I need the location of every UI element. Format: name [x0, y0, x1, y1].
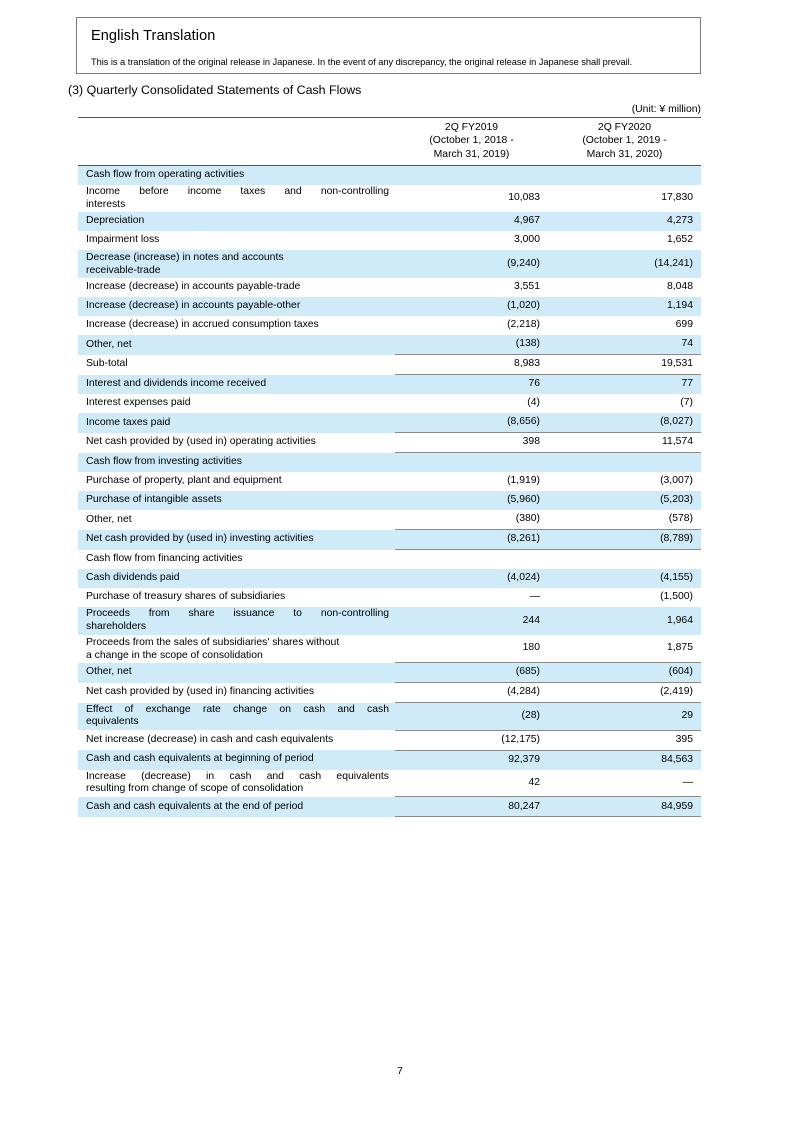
table-row: [78, 530, 701, 550]
row-label: [78, 770, 395, 797]
row-value-fy2020: (5,203): [548, 491, 701, 510]
row-value-fy2020: (8,027): [548, 413, 701, 433]
row-label-line: Proceeds from the sales of subsidiaries' shares without: [86, 636, 340, 648]
table-body: [78, 165, 701, 817]
row-value-fy2019: (8,656): [395, 413, 548, 433]
row-label: [78, 703, 395, 730]
row-label-line: Effect of exchange rate change on cash and cash: [86, 703, 389, 715]
row-label-line: resulting from change of scope of consolidation: [86, 783, 304, 795]
table-row: [78, 375, 701, 395]
table-row: [78, 433, 701, 453]
table-row: [78, 663, 701, 683]
row-value-fy2019: (1,020): [395, 297, 548, 316]
row-value-fy2020: 84,563: [548, 750, 701, 770]
row-value-fy2019: (2,218): [507, 319, 540, 331]
row-value-fy2020: (578): [668, 513, 693, 525]
row-value-fy2020: (8,789): [548, 530, 701, 550]
row-label-line: receivable-trade: [86, 265, 161, 277]
row-value-fy2020: (604): [548, 663, 701, 683]
table-row: [78, 297, 701, 316]
row-value-fy2019: (4,024): [395, 569, 548, 588]
row-label-line: shareholders: [86, 621, 147, 632]
row-label-line: a change in the scope of consolidation: [86, 649, 263, 661]
row-label: Interest expenses paid: [86, 397, 191, 409]
row-label: [78, 607, 395, 634]
row-label-line: Increase (decrease) in cash and cash equivalents: [86, 770, 389, 782]
row-value-fy2019: (28): [395, 703, 548, 730]
row-value-fy2020: [548, 550, 701, 570]
row-value-fy2019: (4,284): [395, 683, 548, 703]
row-value-fy2019: 76: [395, 375, 548, 395]
row-value-fy2019: (5,960): [395, 491, 548, 510]
row-label: Interest and dividends income received: [78, 375, 395, 395]
header-col1-line2: (October 1, 2018 -: [429, 135, 514, 147]
row-value-fy2019: [395, 165, 548, 185]
row-value-fy2019: —: [529, 591, 540, 603]
row-value-fy2020: (7): [680, 397, 693, 409]
row-value-fy2019: 92,379: [395, 750, 548, 770]
row-value-fy2020: 1,194: [548, 297, 701, 316]
row-value-fy2020: 1,652: [666, 234, 693, 246]
row-value-fy2020: 8,048: [666, 281, 693, 293]
table-row: [78, 231, 701, 250]
cash-flow-table: [78, 117, 701, 817]
header-col2-line3: March 31, 2020): [586, 148, 663, 160]
table-row: [78, 510, 701, 530]
table-row: [78, 355, 701, 375]
row-label: Cash dividends paid: [78, 569, 395, 588]
notice-title: English Translation: [91, 28, 216, 44]
table-row: [78, 453, 701, 473]
row-value-fy2020: 395: [548, 730, 701, 750]
row-value-fy2020: —: [682, 776, 693, 788]
row-value-fy2019: (12,175): [395, 730, 548, 750]
row-value-fy2019: 398: [395, 433, 548, 453]
table-row: [78, 683, 701, 703]
row-label: Purchase of intangible assets: [78, 491, 395, 510]
table-row: [78, 588, 701, 607]
table-row: [78, 278, 701, 297]
row-label: [78, 635, 395, 663]
row-value-fy2019: (8,261): [395, 530, 548, 550]
table-row: [78, 730, 701, 750]
row-label: Other, net: [78, 335, 395, 355]
notice-subtitle: This is a translation of the original release in Japanese. In the event of any discrepancy, the original release in Japanese shall prevail.: [91, 57, 633, 67]
page-number: 7: [397, 1066, 403, 1077]
row-value-fy2020: (2,419): [548, 683, 701, 703]
row-label: Increase (decrease) in accrued consumption taxes: [86, 319, 319, 331]
row-value-fy2020: 19,531: [548, 355, 701, 375]
header-period-2q-fy2020: [548, 118, 701, 166]
table-row: [78, 797, 701, 817]
row-value-fy2019: [395, 453, 548, 473]
row-value-fy2020: 17,830: [661, 192, 693, 204]
table-row: [78, 165, 701, 185]
table-row: [78, 394, 701, 413]
row-value-fy2020: (3,007): [660, 475, 693, 487]
table-row: [78, 607, 701, 634]
table-row: [78, 472, 701, 491]
row-value-fy2019: 180: [522, 642, 540, 654]
table-row: [78, 491, 701, 510]
header-period-2q-fy2019: [395, 118, 548, 166]
table-row: [78, 770, 701, 797]
row-label: Other, net: [78, 663, 395, 683]
row-value-fy2019: 42: [528, 776, 540, 788]
row-value-fy2019: (4): [527, 397, 540, 409]
row-value-fy2020: [548, 165, 701, 185]
row-value-fy2020: 1,875: [666, 642, 693, 654]
row-value-fy2020: [548, 453, 701, 473]
table-row: [78, 335, 701, 355]
row-label-line: Proceeds from share issuance to non-controlling: [86, 608, 389, 620]
row-value-fy2020: 699: [675, 319, 693, 331]
row-label: Net increase (decrease) in cash and cash equivalents: [86, 733, 334, 745]
row-label-line: Income before income taxes and non-controlling: [86, 185, 389, 197]
table-row: [78, 185, 701, 212]
english-translation-notice: [76, 17, 701, 74]
row-label-line: interests: [86, 198, 126, 210]
row-label: Net cash provided by (used in) financing activities: [86, 686, 315, 698]
row-label: Increase (decrease) in accounts payable-other: [78, 297, 395, 316]
row-value-fy2019: 80,247: [395, 797, 548, 817]
row-label: Depreciation: [78, 212, 395, 231]
table-row: [78, 569, 701, 588]
row-label: [78, 185, 395, 212]
row-value-fy2020: 29: [548, 703, 701, 730]
row-value-fy2019: 244: [395, 607, 548, 634]
row-label: Cash and cash equivalents at the end of period: [78, 797, 395, 817]
row-value-fy2019: 3,551: [513, 281, 540, 293]
row-label: Cash flow from financing activities: [86, 553, 243, 565]
row-label: Net cash provided by (used in) investing activities: [78, 530, 395, 550]
row-label-line: Decrease (increase) in notes and accounts: [86, 252, 284, 264]
row-value-fy2019: (9,240): [395, 250, 548, 278]
row-label: Cash flow from investing activities: [78, 453, 395, 473]
header-label-col: [78, 118, 395, 166]
page-title: (3) Quarterly Consolidated Statements of Cash Flows: [68, 83, 362, 97]
table-header-row: [78, 118, 701, 166]
row-value-fy2020: 77: [548, 375, 701, 395]
table-row: [78, 212, 701, 231]
row-value-fy2019: 10,083: [508, 192, 540, 204]
row-label: [78, 250, 395, 278]
row-label-line: equivalents: [86, 716, 139, 728]
row-label: Purchase of property, plant and equipment: [86, 475, 282, 487]
row-label: Income taxes paid: [78, 413, 395, 433]
row-value-fy2019: 3,000: [513, 234, 540, 246]
row-label: Purchase of treasury shares of subsidiaries: [86, 591, 286, 603]
table-row: [78, 413, 701, 433]
row-value-fy2020: (4,155): [548, 569, 701, 588]
table-row: [78, 703, 701, 730]
row-value-fy2020: 1,964: [548, 607, 701, 634]
header-col1-line3: March 31, 2019): [433, 148, 510, 160]
row-value-fy2019: (685): [395, 663, 548, 683]
table-header: [78, 118, 701, 166]
row-label: Increase (decrease) in accounts payable-trade: [86, 281, 301, 293]
row-label: Cash and cash equivalents at beginning of period: [78, 750, 395, 770]
row-value-fy2019: (138): [395, 335, 548, 355]
header-col2-line2: (October 1, 2019 -: [582, 135, 667, 147]
row-label: Sub-total: [86, 358, 128, 370]
row-value-fy2020: (1,500): [660, 591, 693, 603]
header-col2-line1: 2Q FY2020: [597, 122, 652, 133]
table-row: [78, 250, 701, 278]
row-label: Net cash provided by (used in) operating activities: [86, 436, 316, 448]
row-value-fy2019: 8,983: [395, 355, 548, 375]
row-value-fy2020: 4,273: [548, 212, 701, 231]
row-value-fy2020: 74: [548, 335, 701, 355]
row-value-fy2019: 4,967: [395, 212, 548, 231]
row-value-fy2020: 11,574: [548, 433, 701, 453]
table-row: [78, 550, 701, 570]
table-row: [78, 750, 701, 770]
row-value-fy2020: (14,241): [548, 250, 701, 278]
header-col1-line1: 2Q FY2019: [444, 122, 499, 133]
unit-note: (Unit: ¥ million): [631, 104, 701, 115]
row-value-fy2019: [395, 550, 548, 570]
row-label: Cash flow from operating activities: [78, 165, 395, 185]
table-row: [78, 316, 701, 335]
row-label: Impairment loss: [86, 234, 160, 246]
row-value-fy2019: (380): [515, 513, 540, 525]
table-row: [78, 635, 701, 663]
row-value-fy2019: (1,919): [507, 475, 540, 487]
row-value-fy2020: 84,959: [548, 797, 701, 817]
row-label: Other, net: [86, 513, 132, 525]
